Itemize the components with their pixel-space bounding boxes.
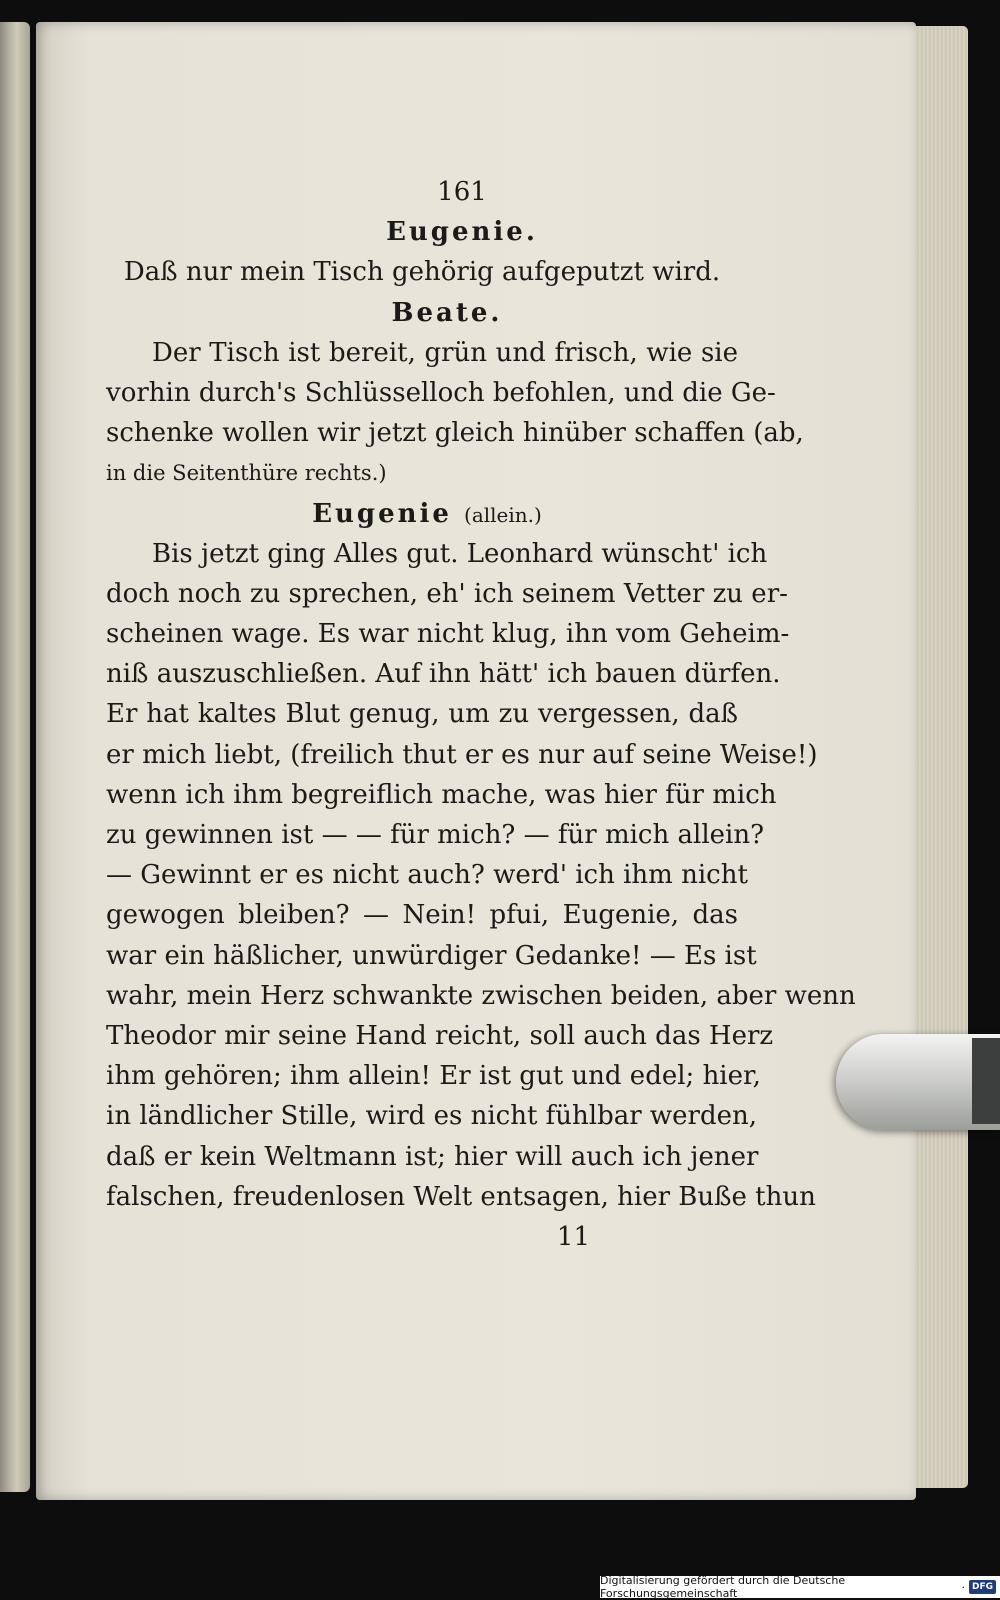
- page-number: 161: [437, 177, 487, 207]
- text-line: war ein häßlicher, unwürdiger Gedanke! — Es ist: [106, 940, 757, 971]
- stage-direction: (allein.): [464, 502, 542, 527]
- text-line: Bis jetzt ging Alles gut. Leonhard wünscht' ich: [152, 538, 768, 569]
- page-text: [106, 172, 856, 1257]
- speaker-name: Eugenie.: [386, 217, 538, 248]
- signature-mark: 11: [556, 1221, 590, 1252]
- text-line: wenn ich ihm begreiflich mache, was hier für mich: [106, 779, 777, 810]
- text-line: er mich liebt, (freilich thut er es nur auf seine Weise!): [106, 739, 818, 770]
- text-line: — Gewinnt er es nicht auch? werd' ich ihm nicht: [106, 860, 748, 891]
- text-line: falschen, freudenlosen Welt entsagen, hier Buße thun: [106, 1181, 816, 1212]
- digitization-footer: Digitalisierung gefördert durch die Deutsche Forschungsgemeinschaft · DFG: [600, 1576, 1000, 1598]
- text-line: wahr, mein Herz schwankte zwischen beiden, aber wenn: [106, 980, 856, 1011]
- text-line: Daß nur mein Tisch gehörig aufgeputzt wird.: [123, 257, 721, 288]
- page-stack-edges: [916, 26, 968, 1488]
- speaker-name: Beate.: [391, 297, 503, 328]
- speaker-name: Eugenie: [312, 498, 452, 529]
- text-line: zu gewinnen ist — — für mich? — für mich allein?: [106, 820, 765, 850]
- text-line: vorhin durch's Schlüsselloch befohlen, und die Ge-: [106, 377, 776, 408]
- stage-direction-line: in die Seitenthüre rechts.): [106, 461, 387, 486]
- text-line: in ländlicher Stille, wird es nicht fühlbar werden,: [106, 1101, 758, 1132]
- text-line: Theodor mir seine Hand reicht, soll auch das Herz: [106, 1020, 774, 1051]
- dfg-logo: DFG: [969, 1580, 996, 1594]
- speaker-heading: [106, 494, 738, 534]
- footer-text: Digitalisierung gefördert durch die Deutsche Forschungsgemeinschaft: [600, 1574, 846, 1600]
- text-line: schenke wollen wir jetzt gleich hinüber schaffen (ab,: [106, 418, 804, 449]
- text-line: daß er kein Weltmann ist; hier will auch ich jener: [106, 1141, 759, 1172]
- text-line: Er hat kaltes Blut genug, um zu vergessen, daß: [106, 699, 738, 730]
- text-line: scheinen wage. Es war nicht klug, ihn vom Geheim-: [106, 619, 790, 650]
- text-line: doch noch zu sprechen, eh' ich seinem Vetter zu er-: [106, 578, 788, 609]
- text-line: ihm gehören; ihm allein! Er ist gut und edel; hier,: [106, 1061, 761, 1092]
- text-line: Der Tisch ist bereit, grün und frisch, wie sie: [152, 337, 738, 368]
- previous-page-edge: [0, 22, 30, 1492]
- text-line: niß auszuschließen. Auf ihn hätt' ich bauen dürfen.: [106, 659, 781, 690]
- book-clip-holder: [972, 1038, 1000, 1124]
- text-line: gewogen bleiben? — Nein! pfui, Eugenie, das: [106, 900, 738, 931]
